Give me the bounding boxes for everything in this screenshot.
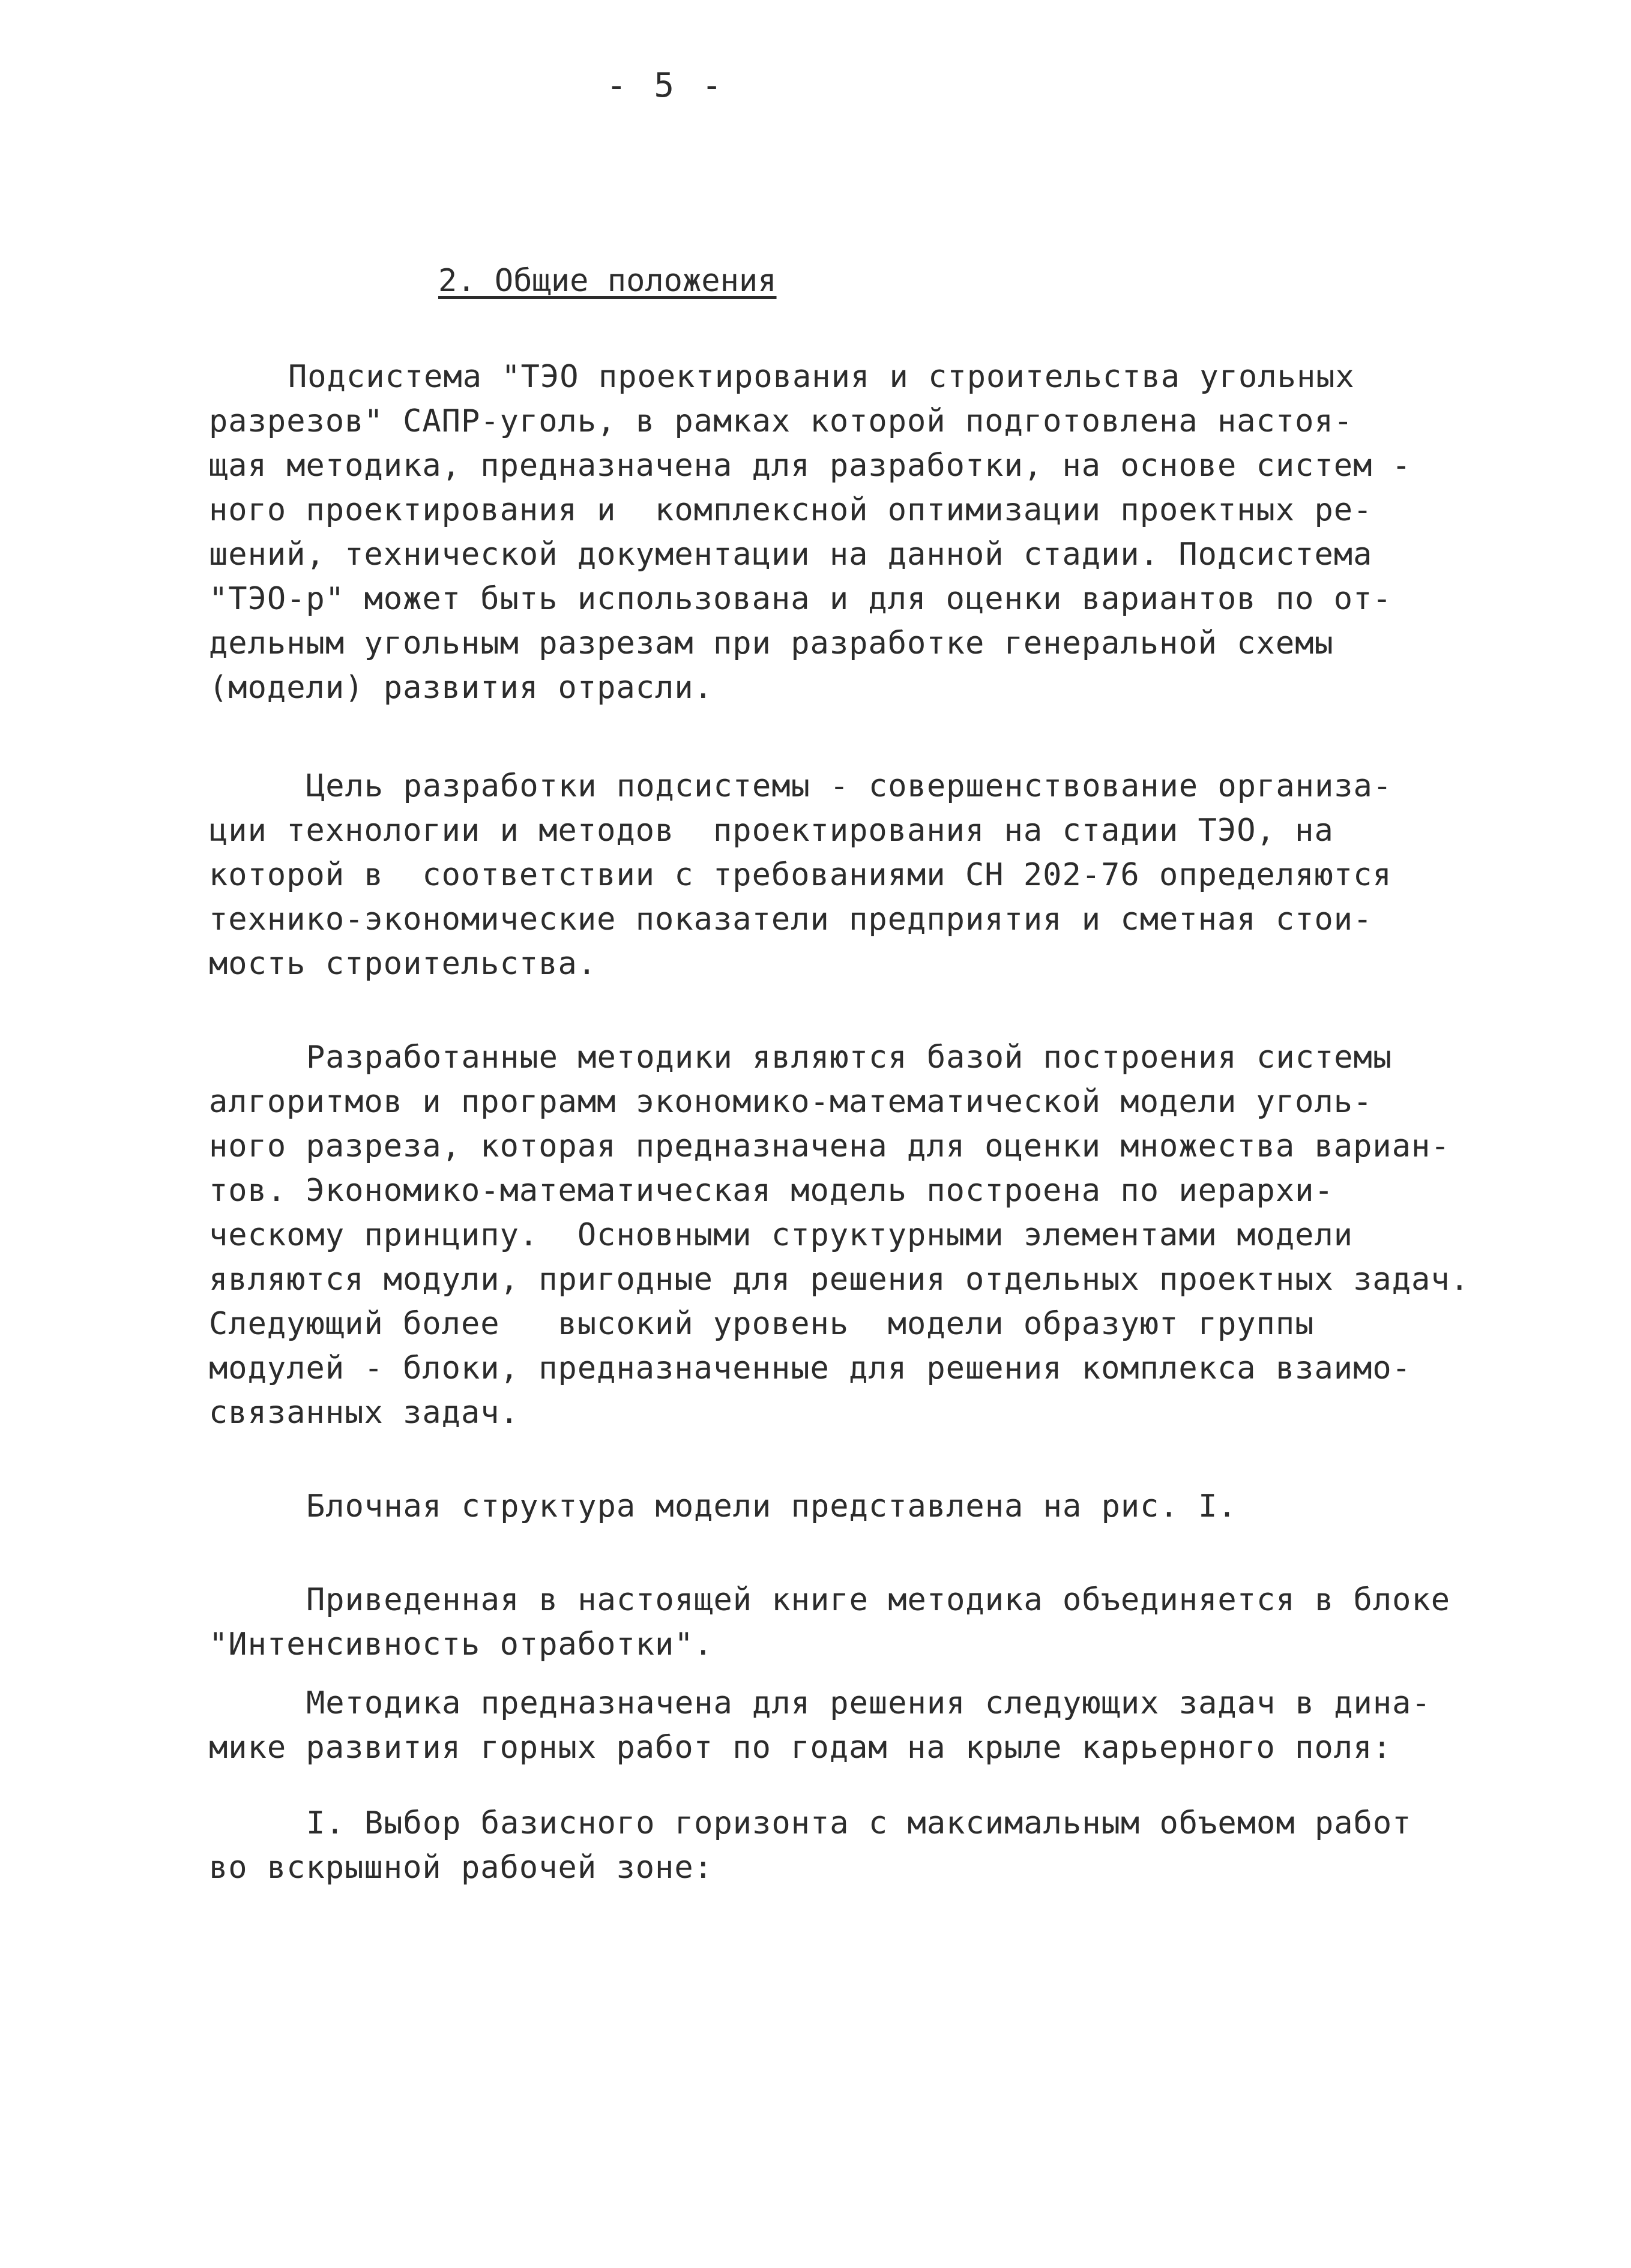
paragraph-line: Методика предназначена для решения следующих задач в дина- (306, 1685, 1431, 1721)
paragraph-line: связанных задач. (209, 1395, 519, 1431)
paragraph-line: мость строительства. (209, 946, 597, 982)
paragraph-line: алгоритмов и программ экономико-математической модели уголь- (209, 1084, 1373, 1120)
paragraph-line: во вскрышной рабочей зоне: (209, 1850, 713, 1886)
paragraph-line: ции технологии и методов проектирования на стадии ТЭО, на (209, 813, 1334, 849)
paragraph-line: тов. Экономико-математическая модель построена по иерархи- (209, 1173, 1334, 1209)
paragraph-line: дельным угольным разрезам при разработке генеральной схемы (209, 625, 1334, 661)
paragraph-line: Цель разработки подсистемы - совершенствование организа- (306, 768, 1393, 804)
paragraph-line: которой в соответствии с требованиями СН 202-76 определяются (209, 857, 1392, 893)
paragraph-line: Блочная структура модели представлена на рис. I. (306, 1488, 1237, 1524)
paragraph-line: Подсистема "ТЭО проектирования и строительства угольных (288, 359, 1355, 395)
paragraph-line: модулей - блоки, предназначенные для решения комплекса взаимо- (209, 1350, 1412, 1386)
paragraph-line: ческому принципу. Основными структурными элементами модели (209, 1217, 1354, 1253)
section-heading: 2. Общие положения (438, 263, 777, 299)
paragraph-line: являются модули, пригодные для решения отдельных проектных задач. (209, 1262, 1470, 1298)
paragraph-line: мике развития горных работ по годам на крыле карьерного поля: (209, 1730, 1392, 1766)
paragraph-line: ного проектирования и комплексной оптимизации проектных ре- (209, 492, 1373, 528)
paragraph-line: I. Выбор базисного горизонта с максимальным объемом работ (306, 1805, 1412, 1841)
paragraph-line: "Интенсивность отработки". (209, 1626, 713, 1662)
paragraph-line: (модели) развития отрасли. (209, 670, 713, 706)
paragraph-line: Приведенная в настоящей книге методика объединяется в блоке (306, 1582, 1451, 1618)
paragraph-line: щая методика, предназначена для разработки, на основе систем - (209, 448, 1412, 484)
paragraph-line: технико-экономические показатели предприятия и сметная стои- (209, 901, 1373, 937)
paragraph-line: "ТЭО-р" может быть использована и для оценки вариантов по от- (209, 581, 1392, 617)
page-number: - 5 - (606, 66, 726, 105)
paragraph-line: Следующий более высокий уровень модели образуют группы (209, 1306, 1315, 1342)
paragraph-line: разрезов" САПР-уголь, в рамках которой подготовлена настоя- (209, 403, 1354, 439)
paragraph-line: шений, технической документации на данной стадии. Подсистема (209, 537, 1373, 573)
paragraph-line: ного разреза, которая предназначена для оценки множества вариан- (209, 1128, 1450, 1164)
paragraph-line: Разработанные методики являются базой построения системы (306, 1039, 1393, 1075)
